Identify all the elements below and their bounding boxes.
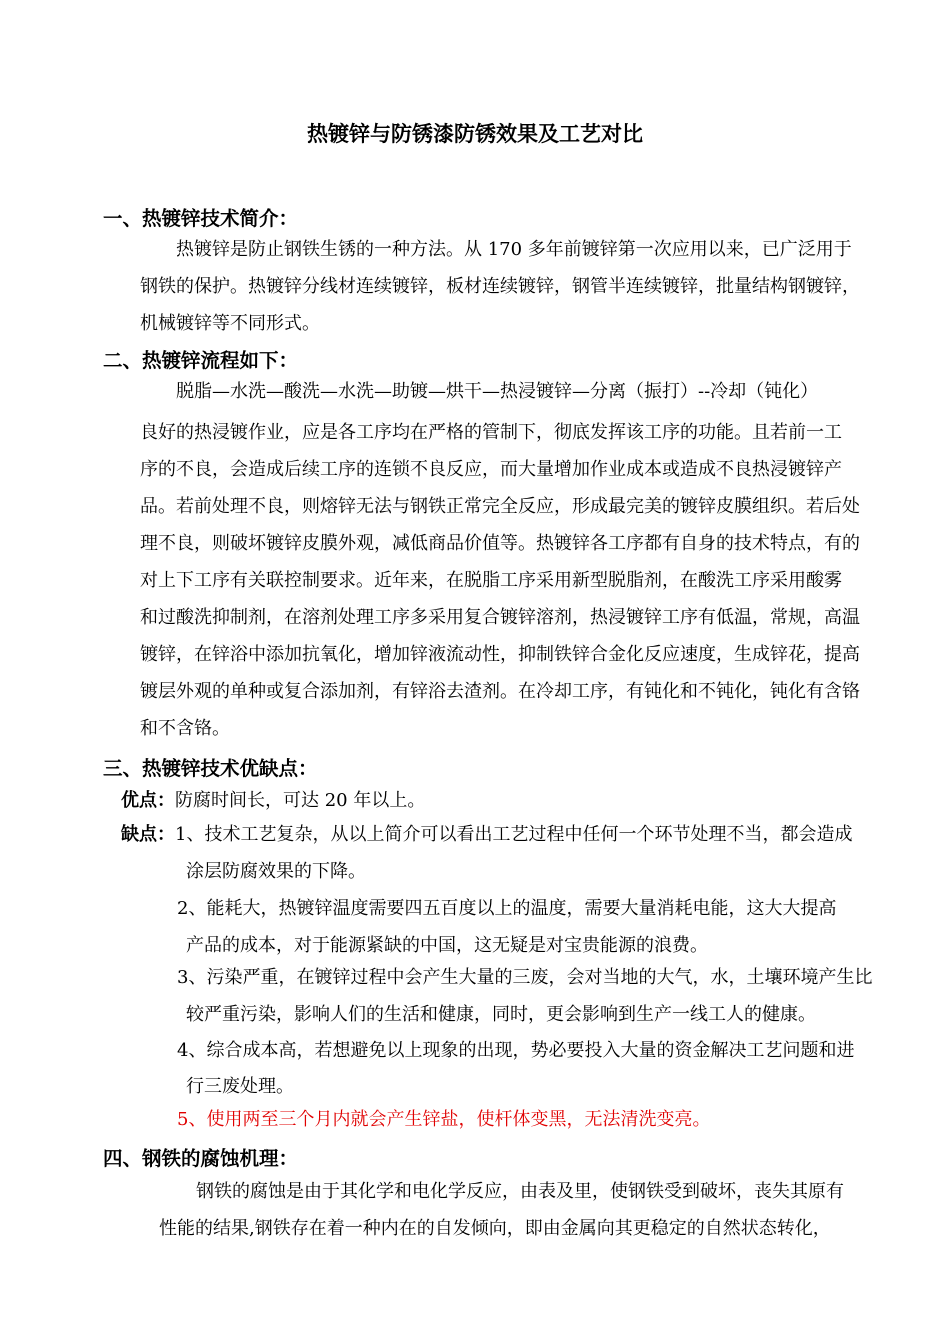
advantage-text: 防腐时间长，可达 20 年以上。 (175, 790, 426, 811)
section-2-line: 对上下工序有关联控制要求。近年来，在脱脂工序采用新型脱脂剂，在酸洗工序采用酸雾 (140, 570, 842, 591)
disadvantage-item (121, 823, 852, 847)
section-2-line: 镀层外观的单种或复合添加剂，有锌浴去渣剂。在冷却工序，有钝化和不钝化，钝化有含铬 (140, 681, 860, 702)
section-1-line: 机械镀锌等不同形式。 (140, 313, 320, 334)
section-2-line: 良好的热浸镀作业，应是各工序均在严格的管制下，彻底发挥该工序的功能。且若前一工 (140, 422, 842, 443)
section-1-line: 热镀锌是防止钢铁生锈的一种方法。从 170 多年前镀锌第一次应用以来，已广泛用于 (176, 239, 852, 260)
section-4-heading: 四、钢铁的腐蚀机理： (103, 1147, 299, 1170)
section-3-heading: 三、热镀锌技术优缺点： (103, 757, 318, 780)
disadvantage-item: 4、综合成本高，若想避免以上现象的出现，势必要投入大量的资金解决工艺问题和进 (177, 1040, 855, 1061)
disadvantage-text: 产品的成本，对于能源紧缺的中国，这无疑是对宝贵能源的浪费。 (186, 935, 708, 956)
section-2-line: 品。若前处理不良，则熔锌无法与钢铁正常完全反应，形成最完美的镀锌皮膜组织。若后处 (140, 496, 860, 517)
disadvantage-text: 涂层防腐效果的下降。 (186, 861, 366, 882)
process-flow: 脱脂—水洗—酸洗—水洗—助镀—烘干—热浸镀锌—分离（振打）--冷却（钝化） (176, 381, 819, 402)
disadvantage-item: 2、能耗大，热镀锌温度需要四五百度以上的温度，需要大量消耗电能，这大大提高 (177, 898, 837, 919)
advantage-label: 优点： (121, 790, 175, 811)
section-2-heading: 二、热镀锌流程如下： (103, 349, 299, 372)
page-title: 热镀锌与防锈漆防锈效果及工艺对比 (307, 122, 643, 146)
disadvantage-text: 1、技术工艺复杂，从以上简介可以看出工艺过程中任何一个环节处理不当，都会造成 (175, 824, 853, 845)
disadvantage-text: 较严重污染，影响人们的生活和健康，同时，更会影响到生产一线工人的健康。 (186, 1004, 816, 1025)
section-2-line: 和不含铬。 (140, 718, 230, 739)
advantage-line (121, 789, 425, 813)
section-1-heading: 一、热镀锌技术简介： (103, 207, 299, 230)
section-2-line: 镀锌，在锌浴中添加抗氧化，增加锌液流动性，抑制铁锌合金化反应速度，生成锌花，提高 (140, 644, 860, 665)
section-2-line: 和过酸洗抑制剂，在溶剂处理工序多采用复合镀锌溶剂，热浸镀锌工序有低温，常规，高温 (140, 607, 860, 628)
disadvantage-item: 3、污染严重，在镀锌过程中会产生大量的三废，会对当地的大气，水，土壤环境产生比 (177, 967, 873, 988)
section-1-line: 钢铁的保护。热镀锌分线材连续镀锌，板材连续镀锌，钢管半连续镀锌，批量结构钢镀锌， (140, 276, 860, 297)
disadvantage-text: 行三废处理。 (186, 1076, 294, 1097)
section-2-line: 序的不良，会造成后续工序的连锁不良反应，而大量增加作业成本或造成不良热浸镀锌产 (140, 459, 842, 480)
section-2-line: 理不良，则破坏镀锌皮膜外观，减低商品价值等。热镀锌各工序都有自身的技术特点，有的 (140, 533, 860, 554)
section-4-line: 性能的结果,钢铁存在着一种内在的自发倾向，即由金属向其更稳定的自然状态转化， (159, 1218, 831, 1239)
disadvantage-item-highlight: 5、使用两至三个月内就会产生锌盐，使杆体变黑，无法清洗变亮。 (177, 1109, 711, 1130)
disadvantage-label: 缺点： (121, 824, 175, 845)
section-4-line: 钢铁的腐蚀是由于其化学和电化学反应，由表及里，使钢铁受到破坏，丧失其原有 (196, 1181, 844, 1202)
